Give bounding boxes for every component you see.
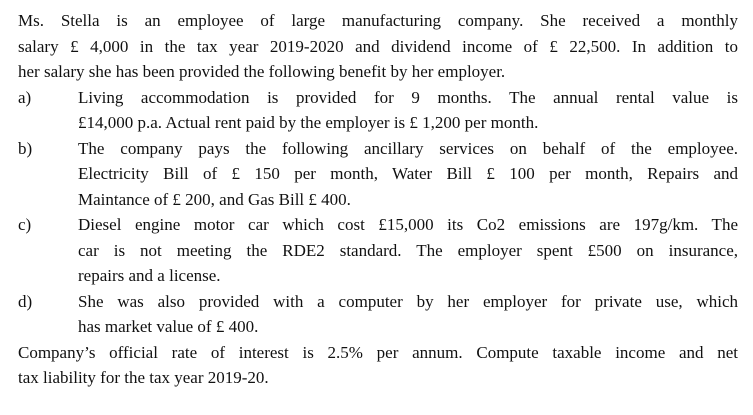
text-line: Maintance of £ 200, and Gas Bill £ 400. [78, 189, 351, 209]
text-line: She was also provided with a computer by her employer for private use, which [78, 291, 738, 311]
text-line: has market value of £ 400. [78, 317, 259, 336]
text-line: car is not meeting the RDE2 standard. The employer spent £500 on insurance, [78, 240, 738, 260]
item-label: b) [18, 138, 33, 158]
text-line: salary £ 4,000 in the tax year 2019-2020 and dividend income of £ 22,500. In addition to [18, 36, 738, 56]
item-label: a) [18, 87, 32, 107]
benefit-item-a [18, 85, 738, 136]
text-line: Ms. Stella is an employee of large manufacturing company. She received a monthly [18, 11, 738, 30]
text-line: Company’s official rate of interest is 2.5% per annum. Compute taxable income and net [18, 342, 738, 362]
question-document [18, 8, 738, 391]
benefit-item-d [18, 289, 738, 340]
benefit-item-c [18, 212, 738, 289]
text-line: £14,000 p.a. Actual rent paid by the employer is £ 1,200 per month. [78, 113, 539, 132]
text-line: The company pays the following ancillary services on behalf of the employee. [78, 138, 738, 158]
closing-paragraph [18, 340, 738, 391]
text-line: repairs and a license. [78, 266, 221, 285]
text-line: tax liability for the tax year 2019-20. [18, 368, 269, 387]
text-line: Diesel engine motor car which cost £15,000 its Co2 emissions are 197g/km. The [78, 215, 738, 234]
text-line: Electricity Bill of £ 150 per month, Water Bill £ 100 per month, Repairs and [78, 164, 738, 183]
text-line: her salary she has been provided the following benefit by her employer. [18, 62, 506, 81]
item-label: c) [18, 215, 32, 234]
intro-paragraph [18, 8, 738, 85]
text-line: Living accommodation is provided for 9 months. The annual rental value is [78, 87, 738, 107]
item-label: d) [18, 291, 33, 311]
benefit-item-b [18, 136, 738, 213]
